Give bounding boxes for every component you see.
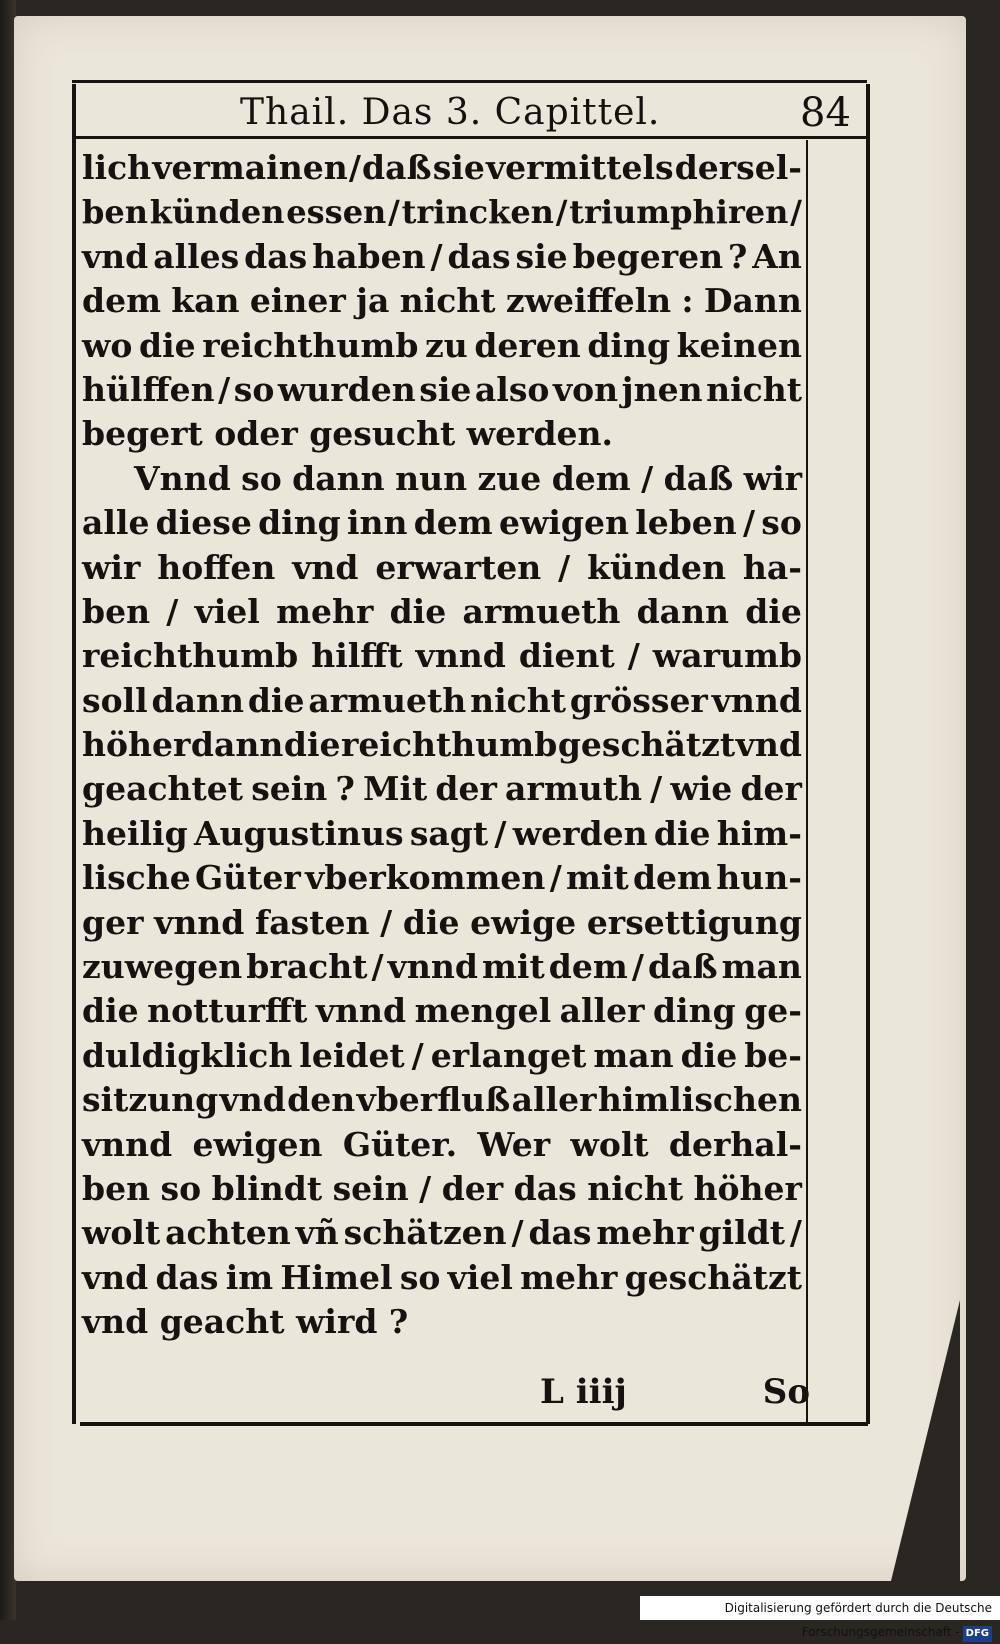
text-line: vnd das im Himel so viel mehr geschätzt [82,1257,802,1297]
text-line: wir hoffen vnd erwarten / künden ha- [82,547,802,587]
page-number: 84 [800,90,851,136]
text-line: ben künden essen / trincken / triumphiren / [82,193,802,232]
text-line: soll dann die armueth nicht grösser vnnd [82,680,802,720]
text-line: reichthumb hilfft vnnd dient / warumb [82,636,802,676]
text-line: vnd alles das haben / das sie begeren ? An [82,236,802,276]
text-line: sitzung vnd den vberfluß aller himlischen [82,1080,802,1120]
text-line: dem kan einer ja nicht zweiffeln : Dann [82,281,802,321]
bottom-rule [80,1422,868,1426]
running-head [80,88,860,134]
torn-corner [890,1300,960,1585]
text-line: duldigklich leidet / erlanget man die be- [82,1035,802,1075]
catchword: So [762,1372,810,1412]
text-line: heilig Augustinus sagt / werden die him- [82,813,802,853]
text-line: begert oder gesucht werden. [82,414,614,454]
text-line: geachtet sein ? Mit der armuth / wie der [82,769,802,809]
inner-margin-rule [806,140,808,1422]
text-body [82,146,802,1345]
text-line: alle diese ding inn dem ewigen leben / so [82,503,802,543]
text-line: hülffen / so wurden sie also von jnen nicht [82,369,802,409]
text-line: wo die reichthumb zu deren ding keinen [82,325,802,365]
text-line: wolt achten vñ schätzen / das mehr gildt / [82,1213,802,1253]
text-line: ger vnnd fasten / die ewige ersettigung [82,902,802,942]
text-line: die notturfft vnnd mengel aller ding ge- [82,991,802,1031]
text-line: vnnd ewigen Güter. Wer wolt derhal- [82,1124,802,1164]
text-line: vnd geacht wird ? [82,1302,409,1342]
top-rule [72,80,867,83]
digitization-text: Digitalisierung gefördert durch die Deutsche Forschungsgemeinschaft - [724,1601,992,1639]
text-line: Vnnd so dann nun zue dem / daß wir [134,458,802,498]
text-line: ben so blindt sein / der das nicht höher [82,1168,802,1208]
signature-mark: L iiij [540,1372,627,1412]
digitization-note [640,1596,1000,1639]
running-title: Thail. Das 3. Capittel. [240,92,661,133]
text-line: ben / viel mehr die armueth dann die [82,591,802,631]
catch-line [540,1372,810,1412]
text-line: zuwegen bracht / vnnd mit dem / daß man [82,947,802,987]
dfg-badge: DFG [963,1626,992,1642]
text-line: höher dann die reichthumb geschätzt vnd [82,725,802,765]
text-line: lich vermainen / daß sie vermittels dersel- [82,148,802,187]
text-line: lische Güter vberkommen / mit dem hun- [82,858,802,898]
header-rule [72,136,867,139]
